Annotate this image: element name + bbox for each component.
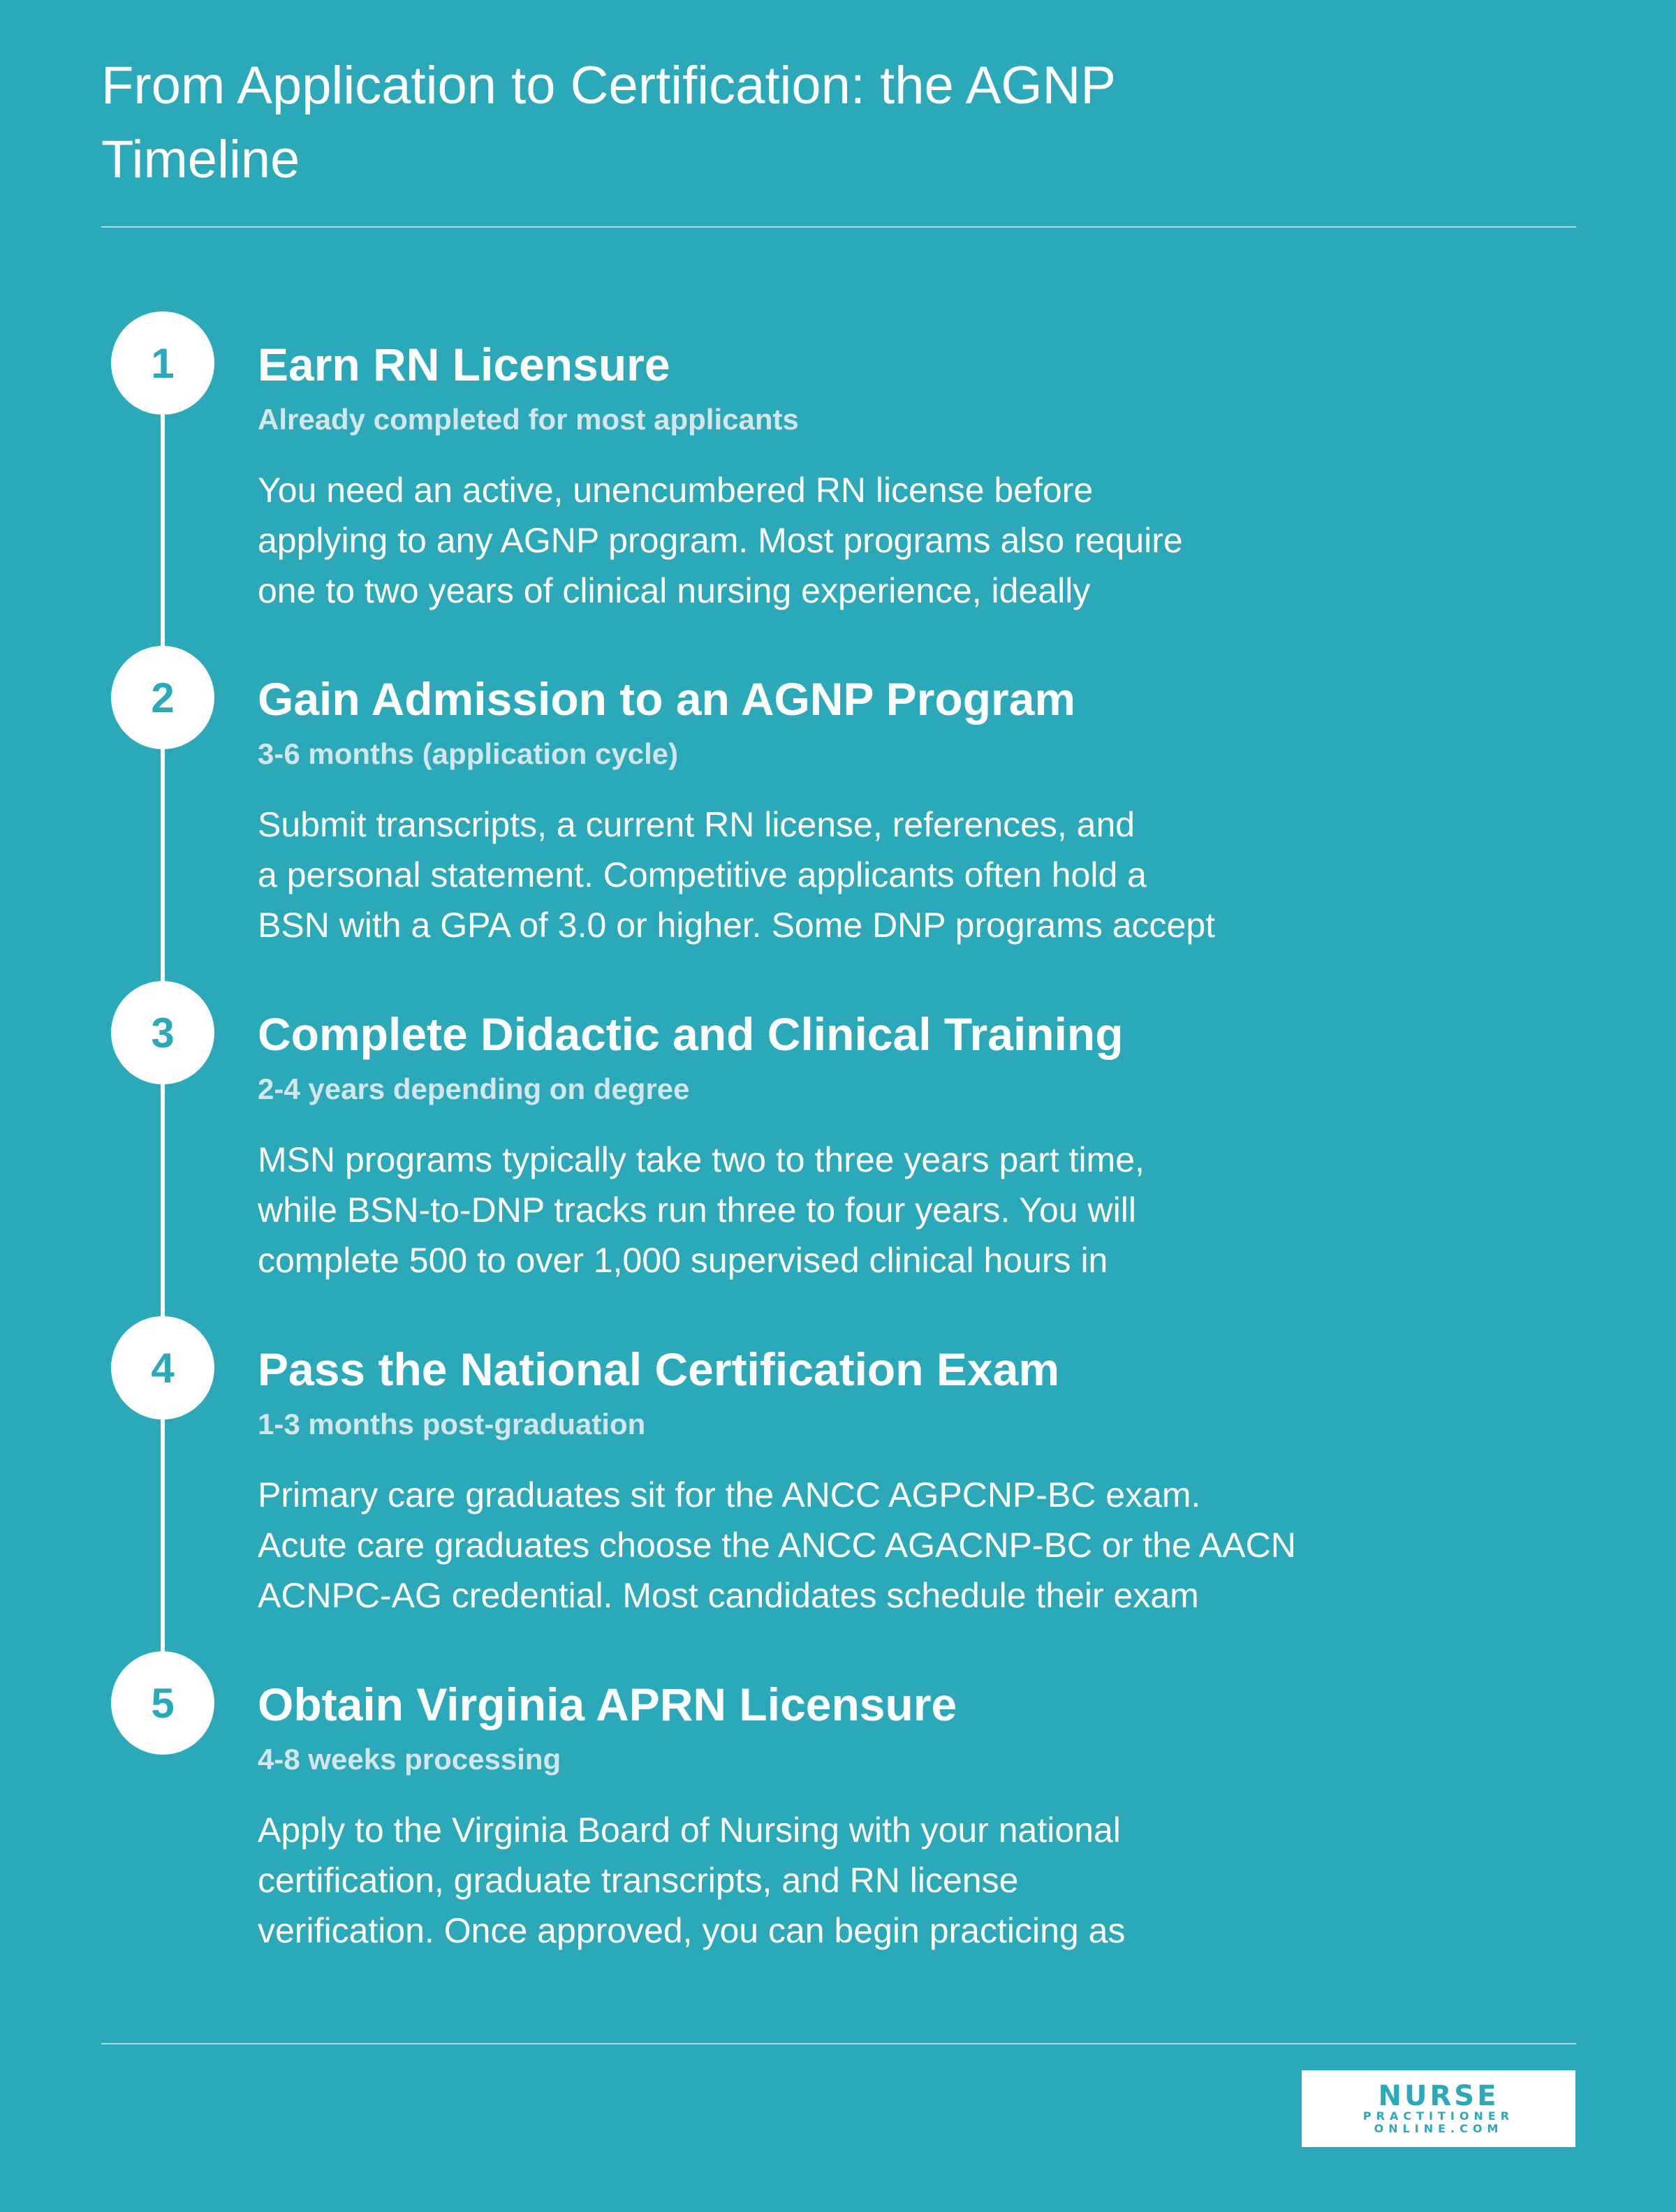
step-4-number-badge: 4 bbox=[111, 1316, 214, 1420]
step-3-description-line: while BSN-to-DNP tracks run three to four years. You will bbox=[258, 1190, 1136, 1230]
step-5-description-line: Apply to the Virginia Board of Nursing with your national bbox=[258, 1811, 1121, 1850]
step-5-description-line: verification. Once approved, you can begin practicing as bbox=[258, 1911, 1126, 1950]
step-4 bbox=[258, 1341, 1459, 1621]
brand-logo bbox=[1302, 2070, 1575, 2147]
step-3-title: Complete Didactic and Clinical Training bbox=[258, 1008, 1124, 1060]
step-3-description-line: MSN programs typically take two to three years part time, bbox=[258, 1140, 1145, 1179]
step-4-title: Pass the National Certification Exam bbox=[258, 1343, 1060, 1395]
step-3-description-line: complete 500 to over 1,000 supervised clinical hours in bbox=[258, 1241, 1108, 1280]
step-2-duration: 3-6 months (application cycle) bbox=[258, 737, 679, 770]
step-5-description bbox=[258, 1805, 1459, 1956]
step-4-description-line: Acute care graduates choose the ANCC AGACNP-BC or the AACN bbox=[258, 1526, 1296, 1565]
step-2-description-line: a personal statement. Competitive applicants often hold a bbox=[258, 855, 1147, 894]
step-1-description bbox=[258, 465, 1459, 616]
step-5-duration: 4-8 weeks processing bbox=[258, 1743, 561, 1776]
step-4-description-line: Primary care graduates sit for the ANCC AGPCNP-BC exam. bbox=[258, 1475, 1201, 1514]
step-3 bbox=[258, 1006, 1459, 1285]
step-2-description-line: BSN with a GPA of 3.0 or higher. Some DNP programs accept bbox=[258, 906, 1216, 945]
step-2-number-badge: 2 bbox=[111, 646, 214, 749]
logo-domain: ONLINE.COM bbox=[1374, 2122, 1504, 2135]
step-5 bbox=[258, 1676, 1459, 1956]
step-1-title: Earn RN Licensure bbox=[258, 339, 670, 390]
step-1-number-badge: 1 bbox=[111, 311, 214, 415]
step-1-description-line: You need an active, unencumbered RN license before bbox=[258, 471, 1094, 510]
step-5-description-line: certification, graduate transcripts, and RN license bbox=[258, 1861, 1019, 1900]
step-5-number-badge: 5 bbox=[111, 1651, 214, 1755]
step-4-description-line: ACNPC-AG credential. Most candidates schedule their exam bbox=[258, 1576, 1199, 1615]
logo-wordmark: NURSE bbox=[1378, 2080, 1499, 2112]
step-1-description-line: one to two years of clinical nursing experience, ideally bbox=[258, 571, 1091, 610]
step-4-description bbox=[258, 1470, 1459, 1621]
step-5-title: Obtain Virginia APRN Licensure bbox=[258, 1679, 957, 1730]
page-title: From Application to Certification: the AGNP Timeline bbox=[101, 56, 1115, 189]
top-divider bbox=[101, 226, 1576, 228]
step-2-description-line: Submit transcripts, a current RN license, references, and bbox=[258, 805, 1135, 844]
step-1-duration: Already completed for most applicants bbox=[258, 403, 799, 436]
step-2-title: Gain Admission to an AGNP Program bbox=[258, 673, 1076, 725]
step-1 bbox=[258, 337, 1459, 616]
bottom-divider bbox=[101, 2043, 1576, 2044]
step-1-description-line: applying to any AGNP program. Most programs also require bbox=[258, 521, 1183, 560]
step-3-number-badge: 3 bbox=[111, 981, 214, 1084]
step-2-description bbox=[258, 799, 1459, 950]
logo-tagline: PRACTITIONER bbox=[1362, 2109, 1515, 2123]
step-2 bbox=[258, 671, 1459, 950]
step-3-description bbox=[258, 1135, 1459, 1285]
step-3-duration: 2-4 years depending on degree bbox=[258, 1072, 690, 1105]
step-4-duration: 1-3 months post-graduation bbox=[258, 1408, 646, 1440]
